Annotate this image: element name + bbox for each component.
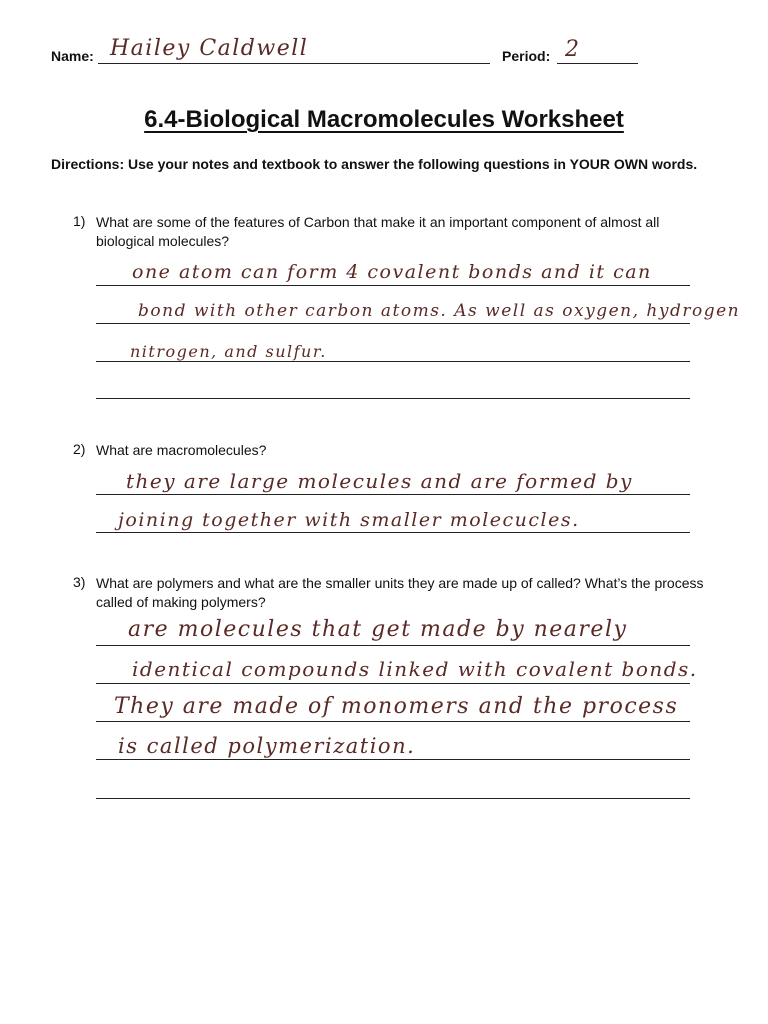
name-line [98,63,490,64]
question-3-answer-line-4: is called polymerization. [118,734,416,758]
answer-line [96,494,690,495]
period-handwriting: 2 [565,37,581,62]
answer-line [96,285,690,286]
name-handwriting: Hailey Caldwell [110,36,309,61]
question-1-text: What are some of the features of Carbon that make it an important component of almost all biological molecules? [96,214,660,249]
question-3-answer-line-3: They are made of monomers and the process [114,694,679,719]
answer-line [96,798,690,799]
question-3-text: What are polymers and what are the smaller units they are made up of called? What’s the process called of making polymers? [96,575,704,610]
question-1-answer-line-3: nitrogen, and sulfur. [130,342,327,361]
answer-line [96,323,690,324]
question-2-text: What are macromolecules? [96,442,267,458]
question-3-number: 3) [73,574,86,590]
question-2-answer-line-2: joining together with smaller molecucles. [118,509,580,531]
answer-line [96,683,690,684]
question-1-answer-line-1: one atom can form 4 covalent bonds and it can [132,261,652,283]
name-label: Name: [51,48,94,64]
answer-line [96,361,690,362]
page-title-text: 6.4-Biological Macromolecules Worksheet [144,106,624,133]
question-3-answer-line-1: are molecules that get made by nearely [128,617,628,642]
question-1-answer-line-2: bond with other carbon atoms. As well as oxygen, hydrogen [138,301,741,321]
answer-line [96,759,690,760]
answer-line [96,398,690,399]
question-1-number: 1) [73,213,86,229]
question-3-answer-line-2: identical compounds linked with covalent bonds. [132,657,698,681]
period-line [557,63,638,64]
page-title [0,106,768,134]
question-2-answer-line-1: they are large molecules and are formed by [126,469,633,493]
period-label: Period: [502,48,551,64]
answer-line [96,645,690,646]
directions-text: Directions: Use your notes and textbook to answer the following questions in YOUR OWN words. [51,156,698,172]
answer-line [96,532,690,533]
answer-line [96,721,690,722]
question-2-number: 2) [73,441,86,457]
